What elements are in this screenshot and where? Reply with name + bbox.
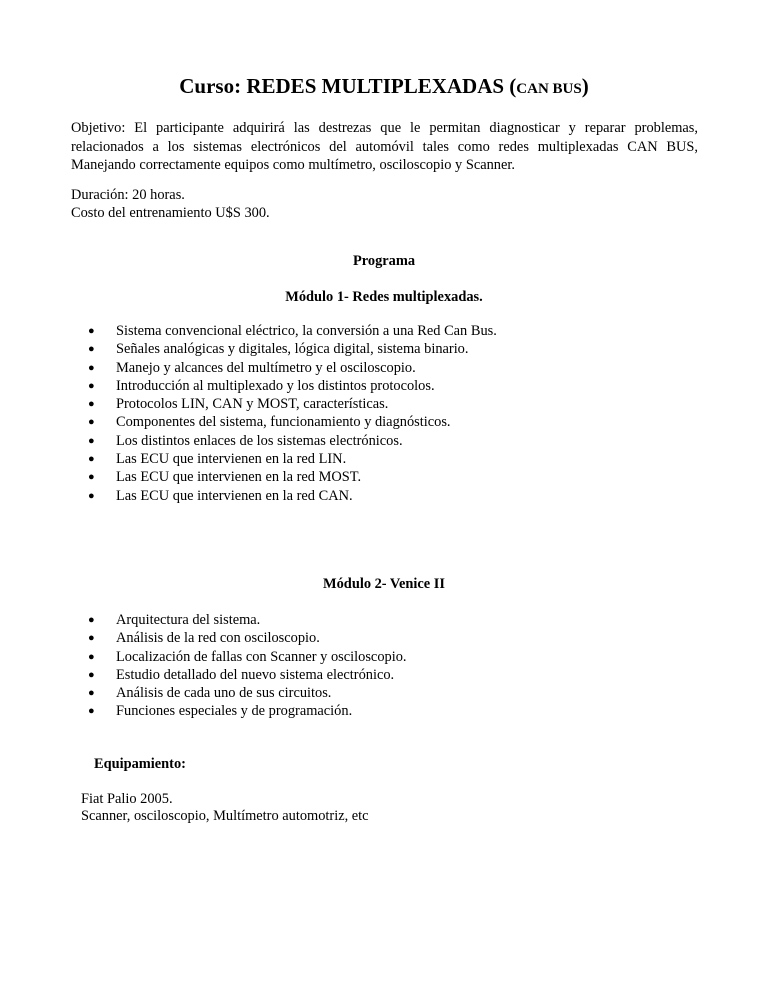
list-item-text: Arquitectura del sistema. xyxy=(116,612,261,628)
bullet-icon: ● xyxy=(88,398,95,411)
title-main: Curso: REDES MULTIPLEXADAS ( xyxy=(179,74,517,98)
objective-paragraph: Objetivo: El participante adquirirá las destrezas que le permitan diagnosticar y reparar problemas, relacionados a los sistemas electrónicos del automóvil tales como redes multiplexadas CAN BUS, Manejando correctamente equipos como multímetro, osciloscopio y Scanner. xyxy=(71,120,698,173)
equipment-line-1: Fiat Palio 2005. xyxy=(81,791,173,807)
list-item-text: Señales analógicas y digitales, lógica digital, sistema binario. xyxy=(116,341,469,358)
equipment-heading: Equipamiento: xyxy=(94,756,186,772)
duration-text: Duración: 20 horas. xyxy=(71,187,185,203)
bullet-icon: ● xyxy=(88,687,95,700)
bullet-icon: ● xyxy=(88,632,95,645)
list-item-text: Introducción al multiplexado y los distintos protocolos. xyxy=(116,377,435,394)
list-item-text: Las ECU que intervienen en la red CAN. xyxy=(116,487,353,504)
bullet-icon: ● xyxy=(88,343,95,356)
list-item-text: Funciones especiales y de programación. xyxy=(116,703,353,720)
bullet-icon: ● xyxy=(88,705,95,718)
list-item-text: Las ECU que intervienen en la red MOST. xyxy=(116,469,362,486)
list-item-text: Análisis de la red con osciloscopio. xyxy=(116,630,320,647)
module2-heading: Módulo 2- Venice II xyxy=(323,576,445,592)
page-title xyxy=(0,72,768,103)
list-item-text: Estudio detallado del nuevo sistema electrónico. xyxy=(116,666,395,683)
title-close-paren: ) xyxy=(581,74,589,98)
list-item-text: Componentes del sistema, funcionamiento y diagnósticos. xyxy=(116,414,451,431)
list-item-text: Localización de fallas con Scanner y osciloscopio. xyxy=(116,648,407,665)
bullet-icon: ● xyxy=(88,489,95,502)
equipment-line-2: Scanner, osciloscopio, Multímetro automotriz, etc xyxy=(81,808,369,824)
list-item-text: Análisis de cada uno de sus circuitos. xyxy=(116,685,332,702)
bullet-icon: ● xyxy=(88,361,95,374)
bullet-icon: ● xyxy=(88,614,95,626)
bullet-icon: ● xyxy=(88,453,95,466)
bullet-icon: ● xyxy=(88,379,95,392)
list-item-text: Sistema convencional eléctrico, la conversión a una Red Can Bus. xyxy=(116,323,497,339)
bullet-icon: ● xyxy=(88,434,95,447)
module1-heading: Módulo 1- Redes multiplexadas. xyxy=(285,289,483,305)
cost-text: Costo del entrenamiento U$S 300. xyxy=(71,205,270,221)
list-item-text: Protocolos LIN, CAN y MOST, características. xyxy=(116,396,389,413)
list-item-text: Las ECU que intervienen en la red LIN. xyxy=(116,451,347,468)
bullet-icon: ● xyxy=(88,471,95,484)
list-item-text: Los distintos enlaces de los sistemas electrónicos. xyxy=(116,432,403,449)
list-item-text: Manejo y alcances del multímetro y el osciloscopio. xyxy=(116,359,416,376)
title-can-bus: CAN BUS xyxy=(516,81,582,97)
bullet-icon: ● xyxy=(88,325,95,337)
bullet-icon: ● xyxy=(88,416,95,429)
bullet-icon: ● xyxy=(88,668,95,681)
bullet-icon: ● xyxy=(88,650,95,663)
program-heading: Programa xyxy=(352,253,416,269)
